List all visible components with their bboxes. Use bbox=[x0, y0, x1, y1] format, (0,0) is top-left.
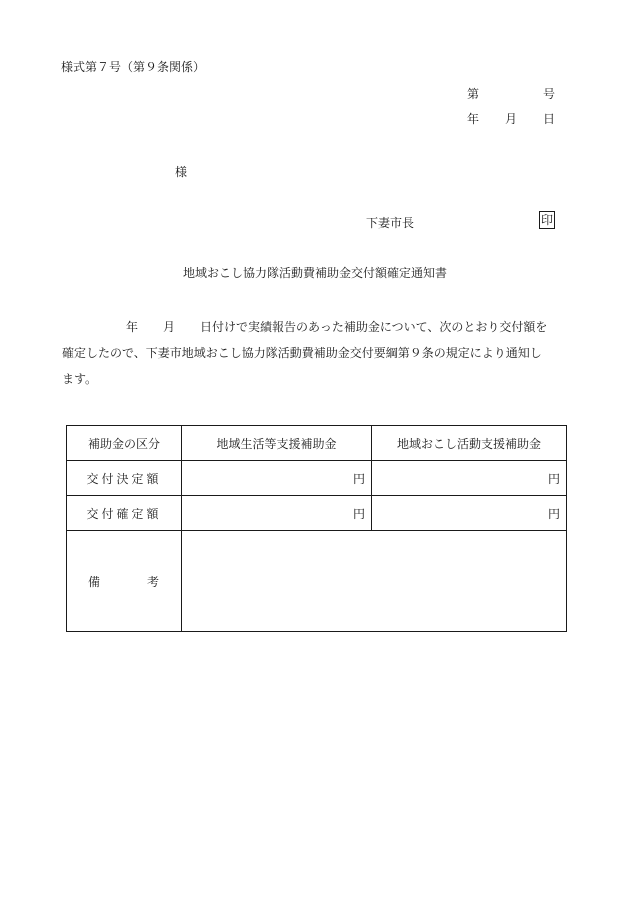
amount-confirmed-revitalization: 円 bbox=[372, 496, 567, 531]
body-line-1 bbox=[62, 314, 574, 340]
date-month-label: 月 bbox=[505, 112, 518, 126]
issue-number-suffix: 号 bbox=[543, 87, 556, 101]
subsidy-table bbox=[66, 425, 567, 632]
notes-label-cell bbox=[67, 531, 182, 632]
date-year-label: 年 bbox=[467, 112, 480, 126]
body-month: 月 bbox=[163, 320, 176, 334]
body-line-3: ます。 bbox=[62, 372, 98, 386]
table-row bbox=[67, 461, 567, 496]
notes-label-second: 考 bbox=[146, 574, 159, 589]
table-header-row bbox=[67, 426, 567, 461]
recipient-honorific: 様 bbox=[175, 165, 188, 179]
header-living-support: 地域生活等支援補助金 bbox=[182, 426, 372, 461]
amount-decided-living: 円 bbox=[182, 461, 372, 496]
amount-confirmed-living: 円 bbox=[182, 496, 372, 531]
row-label-decided: 交付決定額 bbox=[67, 461, 182, 496]
body-line-2: 確定したので、下妻市地域おこし協力隊活動費補助金交付要綱第９条の規定により通知し bbox=[62, 346, 542, 360]
seal-mark: 印 bbox=[540, 213, 553, 227]
issuer-name: 下妻市長 bbox=[366, 216, 415, 230]
document-title: 地域おこし協力隊活動費補助金交付額確定通知書 bbox=[182, 266, 447, 280]
row-label-confirmed: 交付確定額 bbox=[67, 496, 182, 531]
issue-number-label: 第 bbox=[467, 87, 480, 101]
header-category: 補助金の区分 bbox=[67, 426, 182, 461]
notes-content bbox=[182, 531, 567, 632]
table-row bbox=[67, 496, 567, 531]
notice-body bbox=[62, 314, 574, 392]
amount-decided-revitalization: 円 bbox=[372, 461, 567, 496]
notes-row bbox=[67, 531, 567, 632]
date-day-label: 日 bbox=[543, 112, 556, 126]
header-revitalization-support: 地域おこし活動支援補助金 bbox=[372, 426, 567, 461]
body-year: 年 bbox=[126, 320, 139, 334]
body-line1-rest: 日付けで実績報告のあった補助金について、次のとおり交付額を bbox=[200, 320, 548, 334]
notes-label-first: 備 bbox=[88, 574, 101, 589]
form-number: 様式第７号（第９条関係） bbox=[61, 60, 206, 74]
